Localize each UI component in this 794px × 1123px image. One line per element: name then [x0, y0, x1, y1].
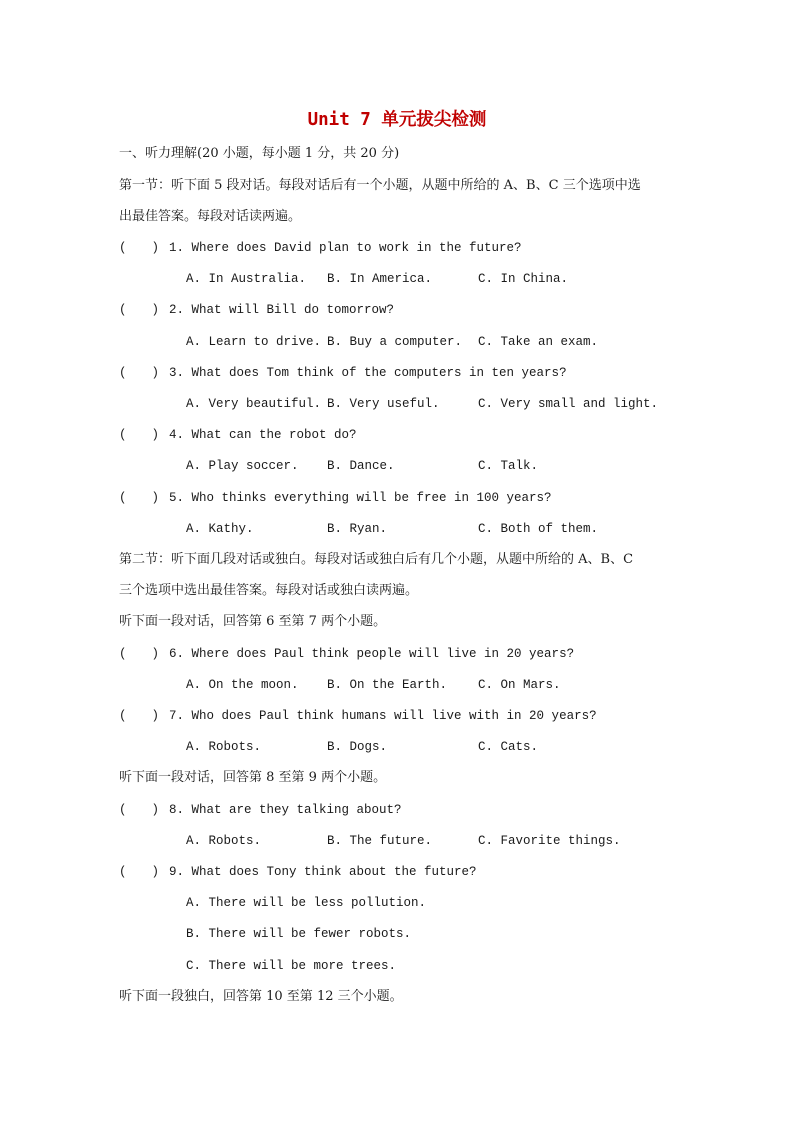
question-text: 2. What will Bill do tomorrow?: [169, 303, 395, 317]
answer-blank: ( ): [119, 491, 160, 505]
section2-instruction-line1: 第二节：听下面几段对话或独白。每段对话或独白后有几个小题，从题中所给的 A、B、C: [119, 552, 634, 567]
question-text: 3. What does Tom think of the computers in ten years?: [169, 366, 567, 380]
question-text: 1. Where does David plan to work in the future?: [169, 241, 522, 255]
option-c: C. Take an exam.: [478, 335, 599, 349]
question-9: [119, 863, 477, 881]
option-c: C. There will be more trees.: [186, 959, 397, 973]
part1-heading: 一、听力理解(20 小题，每小题 1 分，共 20 分): [119, 146, 400, 161]
question-8: [119, 801, 402, 819]
option-b: B. On the Earth.: [327, 678, 448, 692]
option-c: C. Cats.: [478, 740, 539, 754]
question-text: 6. Where does Paul think people will live in 20 years?: [169, 647, 575, 661]
option-b: B. There will be fewer robots.: [186, 927, 412, 941]
option-c: C. In China.: [478, 272, 569, 286]
question-2: [119, 301, 394, 319]
answer-blank: ( ): [119, 803, 160, 817]
option-b: B. Ryan.: [327, 522, 388, 536]
option-a: A. There will be less pollution.: [186, 896, 427, 910]
option-c: C. Favorite things.: [478, 834, 621, 848]
section1-instruction-line2: 出最佳答案。每段对话读两遍。: [119, 209, 302, 224]
option-c: C. Very small and light.: [478, 397, 659, 411]
option-a: A. Very beautiful.: [186, 397, 322, 411]
answer-blank: ( ): [119, 865, 160, 879]
option-a: A. Play soccer.: [186, 459, 299, 473]
option-a: A. In Australia.: [186, 272, 307, 286]
answer-blank: ( ): [119, 241, 160, 255]
answer-blank: ( ): [119, 366, 160, 380]
answer-blank: ( ): [119, 303, 160, 317]
option-b: B. Very useful.: [327, 397, 440, 411]
question-7: [119, 707, 597, 725]
option-c: C. On Mars.: [478, 678, 561, 692]
answer-blank: ( ): [119, 428, 160, 442]
question-text: 5. Who thinks everything will be free in 100 years?: [169, 491, 552, 505]
option-b: B. In America.: [327, 272, 433, 286]
question-6: [119, 645, 574, 663]
instruction-q6-7: 听下面一段对话，回答第 6 至第 7 两个小题。: [119, 614, 387, 629]
option-b: B. The future.: [327, 834, 433, 848]
option-a: A. Kathy.: [186, 522, 254, 536]
question-1: [119, 239, 522, 257]
option-a: A. On the moon.: [186, 678, 299, 692]
option-a: A. Learn to drive.: [186, 335, 322, 349]
option-c: C. Talk.: [478, 459, 539, 473]
option-c: C. Both of them.: [478, 522, 599, 536]
question-3: [119, 364, 567, 382]
answer-blank: ( ): [119, 709, 160, 723]
question-text: 9. What does Tony think about the future?: [169, 865, 477, 879]
question-4: [119, 426, 357, 444]
section2-instruction-line2: 三个选项中选出最佳答案。每段对话或独白读两遍。: [119, 583, 419, 598]
question-text: 7. Who does Paul think humans will live with in 20 years?: [169, 709, 597, 723]
answer-blank: ( ): [119, 647, 160, 661]
question-text: 8. What are they talking about?: [169, 803, 402, 817]
question-text: 4. What can the robot do?: [169, 428, 357, 442]
question-5: [119, 489, 552, 507]
option-a: A. Robots.: [186, 834, 262, 848]
page-title: Unit 7 单元拔尖检测: [307, 110, 487, 130]
instruction-q8-9: 听下面一段对话，回答第 8 至第 9 两个小题。: [119, 770, 387, 785]
option-b: B. Dance.: [327, 459, 395, 473]
instruction-q10-12: 听下面一段独白，回答第 10 至第 12 三个小题。: [119, 989, 403, 1004]
option-a: A. Robots.: [186, 740, 262, 754]
option-b: B. Buy a computer.: [327, 335, 463, 349]
section1-instruction-line1: 第一节：听下面 5 段对话。每段对话后有一个小题，从题中所给的 A、B、C 三个选项中选: [119, 178, 641, 193]
option-b: B. Dogs.: [327, 740, 388, 754]
